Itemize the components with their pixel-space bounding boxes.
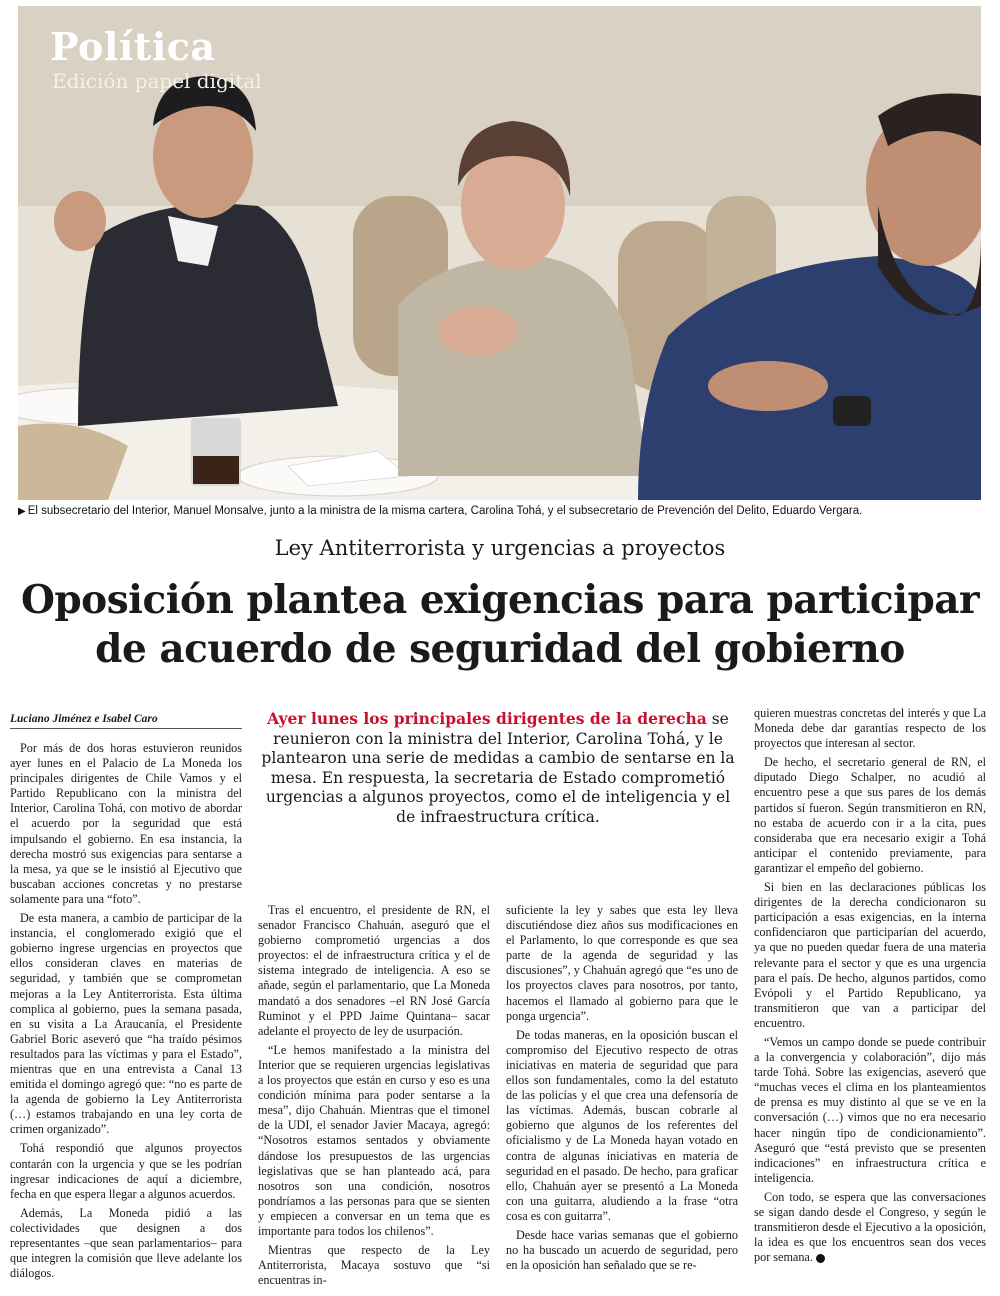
section-subtitle: Edición papel digital [52, 69, 262, 93]
paragraph: De todas maneras, en la oposición buscan el compromiso del Ejecutivo respecto de otras iniciativas en materia de seguridad que para ellos son fundamentales, como la del estatuto de las policías y el que crea una defensoría de las víctimas. Además, buscan cobrarle al gobierno que algunos de los referentes del oficialismo y de La Moneda hayan votado en contra de algunas iniciativas en materia de seguridad en el pasado. De hecho, para graficar ello, Chahuán ayer se presentó a La Moneda con una guitarra, aludiendo a la frase “otra cosa es con guitarra”. [506, 1027, 738, 1223]
headline-line-2: de acuerdo de seguridad del gobierno [95, 626, 905, 672]
headline-line-1: Oposición plantea exigencias para participar [20, 577, 980, 623]
photo-caption-text: El subsecretario del Interior, Manuel Monsalve, junto a la ministra de la misma cartera, Carolina Tohá, y el subsecretario de Prevención del Delito, Eduardo Vergara. [27, 505, 863, 517]
section-title: Política [50, 24, 216, 69]
byline: Luciano Jiménez e Isabel Caro [10, 713, 242, 729]
paragraph-text: Con todo, se espera que las conversaciones se sigan dando desde el Congreso, y según le transmitieron desde el Ejecutivo a la oposición, la idea es que los encuentros sean dos veces por semana. [754, 1189, 986, 1265]
lead-highlight: Ayer lunes los principales dirigentes de la derecha [267, 709, 707, 728]
column-3 [506, 903, 738, 1277]
paragraph: Por más de dos horas estuvieron reunidos ayer lunes en el Palacio de La Moneda los principales dirigentes de Chile Vamos y el Partido Republicano con la ministra del Interior, Carolina Tohá, con motivo de abordar el acuerdo por la seguridad que está impulsando el gobierno. En esa instancia, la derecha mostró sus exigencias para sentarse a la mesa, ya que se le insistió al Ejecutivo que buscaban acciones concretas y no prestarse solamente para una “foto”. [10, 741, 242, 906]
paragraph: “Le hemos manifestado a la ministra del Interior que se requieren urgencias legislativas a los proyectos que están en curso y eso es una condición mínima para poder sentarse a la mesa”, dijo Chahuán. Mientras que el timonel de la UDI, el senador Javier Macaya, agregó: “Nosotros estamos sentados y obviamente dándose los presupuestos de las urgencias legislativas que se han planteado acá, para nosotros son una condición, nosotros pondríamos a las personas para que se sienten y empiecen a conversar en un tema que es importante para todos los chilenos”. [258, 1042, 490, 1238]
paragraph: Desde hace varias semanas que el gobierno no ha buscado un acuerdo de seguridad, pero en la oposición han señalado que se re- [506, 1227, 738, 1273]
article-headline [0, 576, 1000, 674]
paragraph: “Vemos un campo donde se puede contribuir a la convergencia y colaboración”, dijo más tarde Tohá. Sobre las exigencias, aseveró que “muchas veces el clima en los planteamientos de prensa es muy distinto al que se ve en la conversación (…) vimos que no era necesario hacer ningún tipo de condicionamiento”. Aseguró que “está previsto que se presenten indicaciones” en infraestructura crítica e inteligencia. [754, 1034, 986, 1185]
paragraph: De esta manera, a cambio de participar de la instancia, el conglomerado exigió que el gobierno ingrese urgencias en proyectos que ellos consideran claves en materias de seguridad, y también que se comprometan mejoras a la Ley Antiterrorista. Esta última complica al gobierno, pues la semana pasada, en su visita a La Araucanía, el Presidente Gabriel Boric aseveró que “ha traído pésimos resultados para las víctimas y para el Estado”, mientras que en una entrevista a Canal 13 emitida el domingo agregó que: “no es parte de la agenda de gobierno la Ley Antiterrorista (…) estamos trabajando en una ley corta de crimen organizado”. [10, 911, 242, 1137]
end-dot-icon [816, 1254, 825, 1263]
paragraph: suficiente la ley y sabes que esta ley lleva discutiéndose diez años sus modificaciones en el Parlamento, lo que corresponde es que sea parte de la agenda de seguridad y las discusiones”, y Chahuán agregó que “es uno de los proyectos claves para nosotros, por tanto, hacemos el llamado al gobierno para que le ponga urgencia”. [506, 903, 738, 1023]
article-lead [258, 709, 738, 827]
paragraph: Mientras que respecto de la Ley Antiterrorista, Macaya sostuvo que “si encuentras in- [258, 1243, 490, 1288]
article-kicker: Ley Antiterrorista y urgencias a proyectos [274, 536, 726, 560]
paragraph: Tras el encuentro, el presidente de RN, el senador Francisco Chahuán, aseguró que el gobierno comprometió urgencias a dos proyectos: el de infraestructura crítica y el de sistema integrado de inteligencia. A eso se añade, según el parlamentario, que La Moneda mandató a dos senadores –el RN José García Ruminot y el PPD Jaime Quintana– sacar adelante el proyecto de ley de usurpación. [258, 903, 490, 1038]
lead-text: se reunieron con la ministra del Interior, Carolina Tohá, y le plantearon una serie de medidas a cambio de sentarse en la mesa. En respuesta, la secretaria de Estado comprometió urgencias a algunos proyectos, como el de inteligencia y el de infraestructura crítica. [261, 710, 735, 826]
column-1 [10, 741, 242, 1285]
paragraph: De hecho, el secretario general de RN, el diputado Diego Schalper, no acudió al encuentro pese a que sus pares de los demás partidos sí fueron. Según transmitieron en RN, no estaba de acuerdo con ir a la cita, pues consideraba que era necesario exigir a Tohá anticipar el contenido previamente, para garantizar el empeño del gobierno. [754, 755, 986, 875]
photo-caption [18, 505, 981, 517]
triangle-icon: ▶ [18, 506, 26, 517]
paragraph: Si bien en las declaraciones públicas los dirigentes de la derecha condicionaron su participación a esas exigencias, en la interna confidenciaron que participarían del acuerdo, ya que no pueden quedar fuera de una materia relevante para el sector y que es una urgencia para el país. De hecho, algunos partidos, como Evópoli y el Partido Republicano, ya transmitieron que van a participar del encuentro. [754, 880, 986, 1030]
column-4 [754, 706, 986, 1269]
paragraph: Además, La Moneda pidió a las colectividades que designen a dos representantes –que sean parlamentarios– para que integren la comisión que lleve adelante los diálogos. [10, 1205, 242, 1281]
paragraph: quieren muestras concretas del interés y que La Moneda debe dar garantías respecto de los proyectos que interesan al sector. [754, 706, 986, 751]
paragraph [754, 1190, 986, 1265]
column-2 [258, 903, 490, 1292]
news-photo [18, 6, 981, 500]
paragraph: Tohá respondió que algunos proyectos contarán con la urgencia y que se les podrían ingresar indicaciones de aquí a diciembre, fecha en que espera llegar a algunos acuerdos. [10, 1141, 242, 1201]
